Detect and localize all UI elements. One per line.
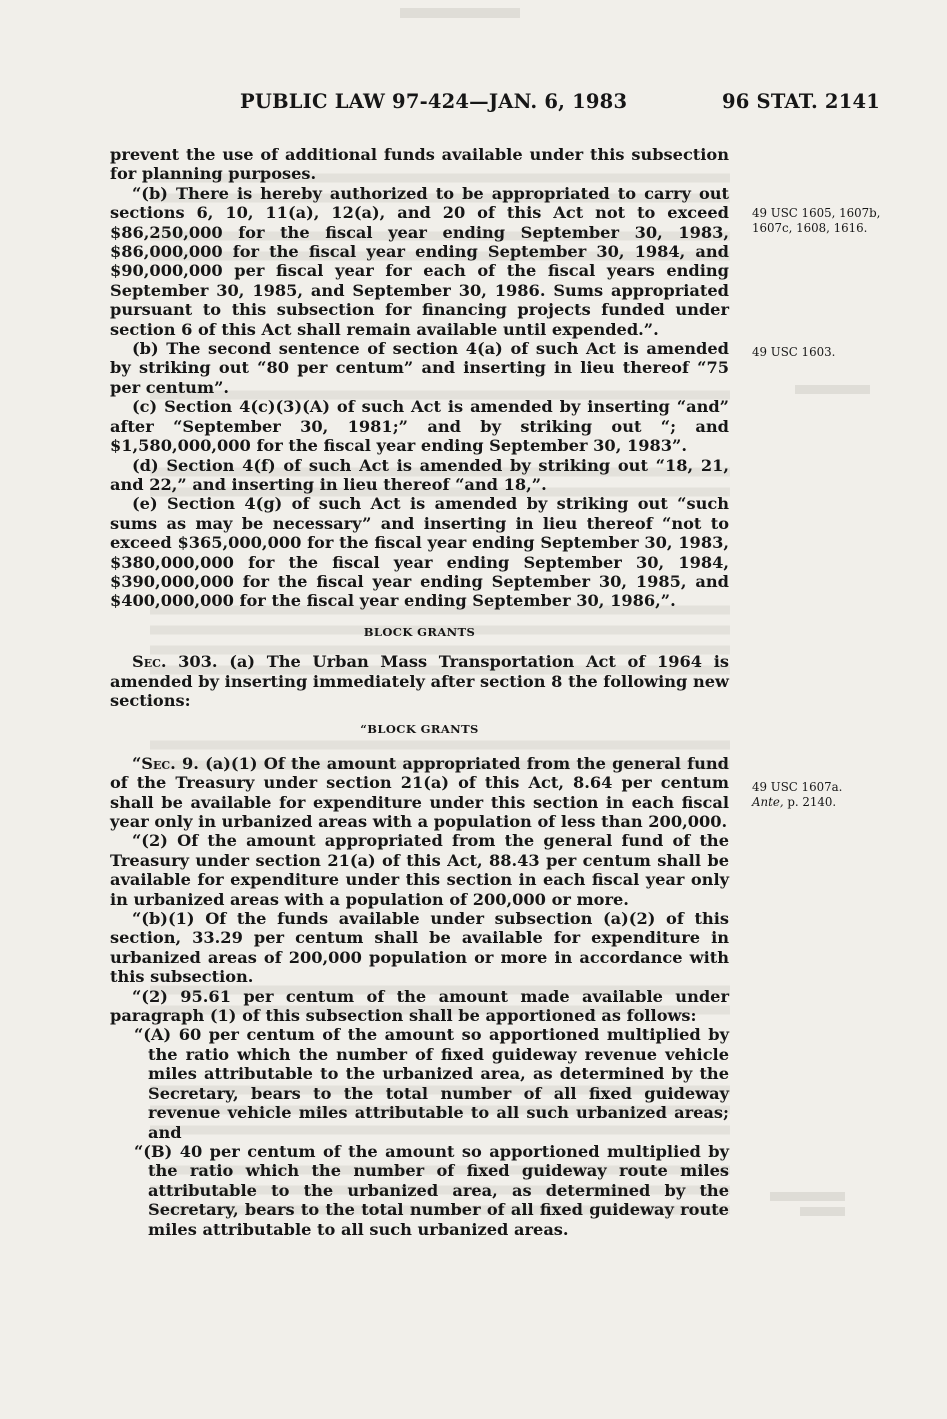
header-stat-page: 96 STAT. 2141 (722, 90, 880, 113)
sec-303-text: 303. (a) The Urban Mass Transportation Act of 1964 is amended by inserting immediately after section 8 the following new sections: (110, 652, 729, 710)
sec-303-label: Sec. (132, 652, 167, 672)
section-heading-block-grants: BLOCK GRANTS (363, 624, 476, 639)
subparagraph-a: “(A) 60 per centum of the amount so apportioned multiplied by the ratio which the number of fixed guideway revenue vehicle miles attributable to the urbanized area, as determined by the Secretary, bears to the total number of all fixed guideway revenue vehicle miles attributable to all such urbanized areas; and (134, 1025, 729, 1142)
paragraph-amendment-b: (b) The second sentence of section 4(a) of such Act is amended by striking out “80 per centum” and inserting in lieu thereof “75 per centum”. (110, 339, 729, 397)
paragraph-sec-9-a1 (110, 754, 729, 832)
paragraph-amendment-e: (e) Section 4(g) of such Act is amended by striking out “such sums as may be necessary” and inserting in lieu thereof “not to exceed $365,000,000 for the fiscal year ending September 30, 1983, $380,000,000 for the fiscal year ending September 30, 1984, $390,000,000 for the fiscal year ending September 30, 1985, and $400,000,000 for the fiscal year ending September 30, 1986,”. (110, 494, 729, 611)
margin-note-usc-1603: 49 USC 1603. (752, 345, 836, 359)
paragraph-sec-9-b2: “(2) 95.61 per centum of the amount made available under paragraph (1) of this subsection shall be apportioned as follows: (110, 986, 729, 1026)
header-law-citation: PUBLIC LAW 97-424—JAN. 6, 1983 (240, 90, 628, 113)
margin-note-ante-word: Ante, (752, 795, 784, 809)
paragraph-amendment-d: (d) Section 4(f) of such Act is amended by striking out “18, 21, and 22,” and inserting in lieu thereof “and 18,”. (110, 455, 729, 494)
margin-note-usc-1605: 49 USC 1605, 1607b, 1607c, 1608, 1616. (752, 206, 881, 235)
paragraph-amendment-c: (c) Section 4(c)(3)(A) of such Act is amended by inserting “and” after “September 30, 1981;” and by striking out “; and $1,580,000,000 for the fiscal year ending September 30, 1983”. (110, 397, 729, 456)
quoted-heading-block-grants: “BLOCK GRANTS (360, 722, 479, 737)
statute-body (110, 145, 729, 1239)
subparagraph-b: “(B) 40 per centum of the amount so apportioned multiplied by the ratio which the number of fixed guideway route miles attributable to the urbanized area, as determined by the Secretary, bears to the total number of all fixed guideway route miles attributable to all such urbanized areas. (134, 1141, 729, 1239)
sec-9-text: 9. (a)(1) Of the amount appropriated from the general fund of the Treasury under section 21(a) of this Act, 8.64 per centum shall be available for expenditure under this section in each fiscal year only in urbanized areas with a population of less than 200,000. (110, 753, 729, 831)
margin-note-usc-1607a-code: 49 USC 1607a. (752, 780, 843, 794)
margin-note-usc-1607a (752, 780, 882, 810)
paragraph-authorization: “(b) There is hereby authorized to be appropriated to carry out sections 6, 10, 11(a), 12(a), and 20 of this Act not to exceed $86,250,000 for the fiscal year ending September 30, 1983, $86,000,000 for the fiscal year ending September 30, 1984, and $90,000,000 per fiscal year for each of the fiscal years ending September 30, 1985, and September 30, 1986. Sums appropriated pursuant to this subsection for financing projects funded under section 6 of this Act shall remain available until expended.”. (110, 183, 729, 339)
paragraph-sec-303 (110, 652, 729, 710)
paragraph-sec-9-a2: “(2) Of the amount appropriated from the general fund of the Treasury under section 21(a) of this Act, 88.43 per centum shall be available for expenditure under this section in each fiscal year only in urbanized areas with a population of 200,000 or more. (110, 831, 729, 909)
paragraph-continuation: prevent the use of additional funds available under this subsection for planning purposes. (110, 145, 729, 184)
sec-9-label: “Sec. (132, 753, 176, 773)
margin-note-ante-reference (752, 795, 882, 810)
margin-note-ante-page: p. 2140. (783, 795, 837, 809)
paragraph-sec-9-b1: “(b)(1) Of the funds available under subsection (a)(2) of this section, 33.29 per centum shall be available for expenditure in urbanized areas of 200,000 population or more in accordance with this subsection. (110, 909, 729, 987)
